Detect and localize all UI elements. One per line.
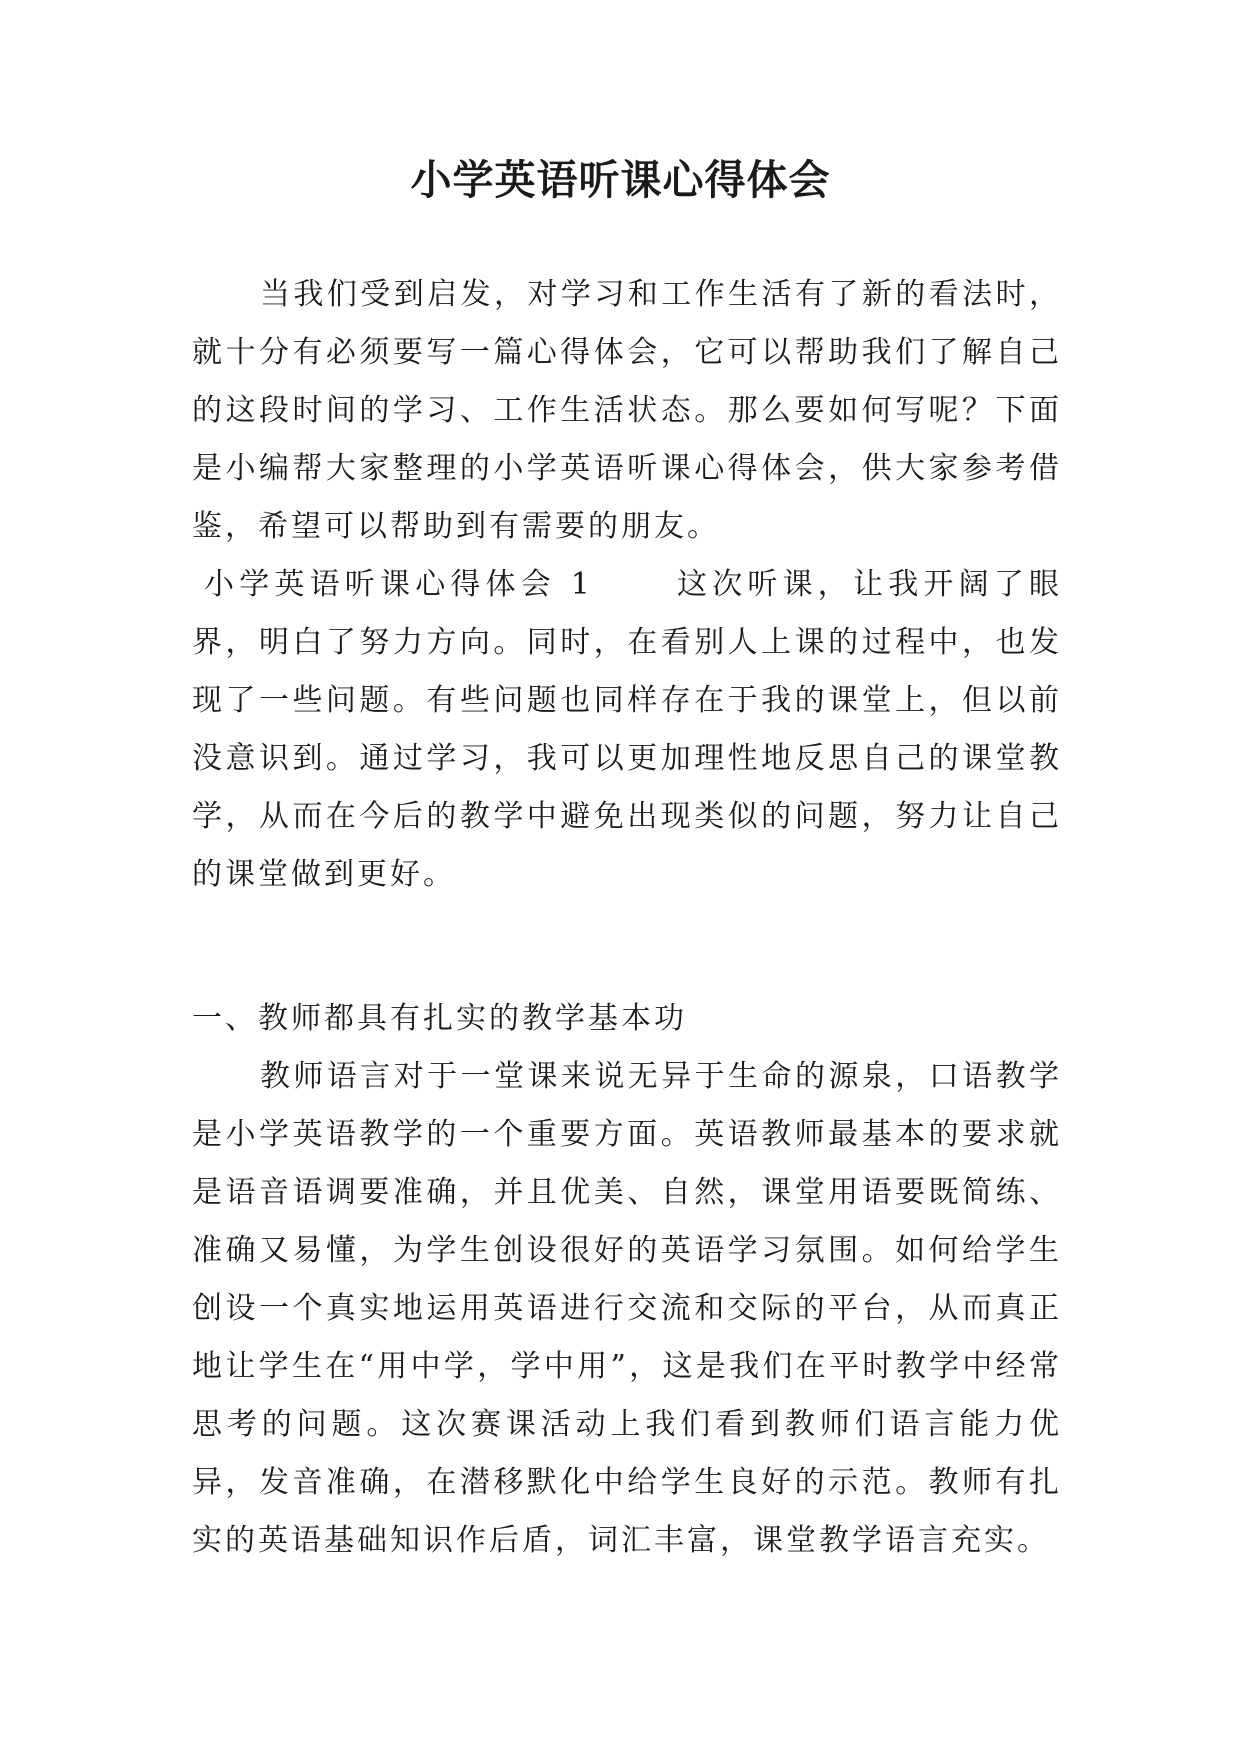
intro-paragraph: 当我们受到启发，对学习和工作生活有了新的看法时，就十分有必须要写一篇心得体会，它可以帮助我们了解自己的这段时间的学习、工作生活状态。那么要如何写呢？下面是小编帮大家整理的小学英语听课心得体会，供大家参考借鉴，希望可以帮助到有需要的朋友。 [192, 277, 1062, 544]
heading-one: 一、教师都具有扎实的教学基本功 [192, 1001, 687, 1036]
document-title: 小学英语听课心得体会 [410, 156, 831, 204]
section-title: 小学英语听课心得体会 1 [204, 567, 593, 602]
heading-one-paragraph: 教师语言对于一堂课来说无异于生命的源泉，口语教学是小学英语教学的一个重要方面。英语教师最基本的要求就是语音语调要准确，并且优美、自然，课堂用语要既简练、准确又易懂，为学生创设很好的英语学习氛围。如何给学生创设一个真实地运用英语进行交流和交际的平台，从而真正地让学生在“用中学，学中用”，这是我们在平时教学中经常思考的问题。这次赛课活动上我们看到教师们语言能力优异，发音准确，在潜移默化中给学生良好的示范。教师有扎实的英语基础知识作后盾，词汇丰富，课堂教学语言充实。 [192, 1059, 1062, 1558]
section-paragraph [192, 556, 1062, 904]
section-text: 这次听课，让我开阔了眼界，明白了努力方向。同时，在看别人上课的过程中，也发现了一些问题。有些问题也同样存在于我的课堂上，但以前没意识到。通过学习，我可以更加理性地反思自己的课堂教学，从而在今后的教学中避免出现类似的问题，努力让自己的课堂做到更好。 [192, 567, 1062, 892]
